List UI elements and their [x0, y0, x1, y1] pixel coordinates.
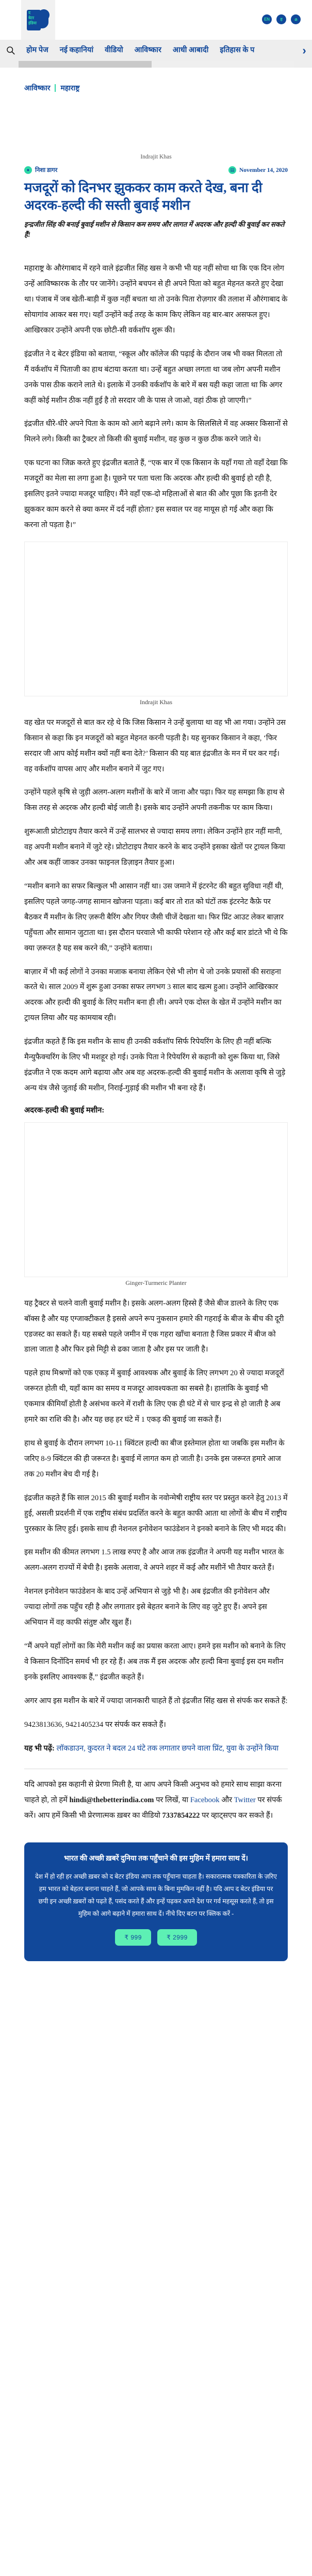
nav-item-videos[interactable]: वीडियो — [105, 46, 123, 54]
language-pill-hi[interactable]: ह — [276, 14, 286, 24]
nav-item-home[interactable]: होम पेज — [26, 46, 48, 54]
nav-item-women[interactable]: आधी आबादी — [172, 46, 209, 54]
paragraph: एक घटना का जिक्र करते हुए इंद्रजीत बताते हैं, “एक बार में एक किसान के यहाँ गया तो वहाँ देखा कि मजदूरों का मेला सा लगा हुआ है। पूछने पर पता चला कि अदरक और हल्दी की बुवाई हो रही है, इसलिए इतने ज्यादा मजदूर चाहिए। मैंने वहाँ एक-दो महिलाओं से बात की और पूछा कि इतनी देर झुककर काम करने से क्या कमर में दर्द नहीं होता? इस सवाल पर वह मायूस हो गई और कहा कि करना तो पड़ता है।” — [24, 459, 288, 529]
site-header — [0, 0, 312, 40]
contact-email: hindi@thebetterindia.com — [69, 1796, 154, 1805]
paragraph: इस मशीन की कीमत लगभग 1.5 लाख रुपए है और आज तक इंद्रजीत ने अपनी यह मशीन भारत के अलग-अलग राज्यों में बेची है। इसके अलावा, वे अपने शहर में कई और मशीनें भी तैयार करते हैं। — [24, 1548, 284, 1572]
share-prefix: यदि आपको इस कहानी से प्रेरणा मिली है, या आप अपने किसी अनुभव को हमारे साथ साझा करना चाहते हो, तो हमें — [24, 1780, 282, 1805]
site-logo[interactable] — [21, 0, 55, 40]
heart-logo-icon — [27, 8, 50, 32]
article-figure-2 — [24, 1122, 288, 1287]
paragraph: शुरूआती प्रोटोटाइप तैयार करने में उन्हें सालभर से ज्यादा समय लगा। लेकिन उन्होंने हार नहीं मानी, वह अपनी मशीन बनाने में जुटे रहे। प्रोटोटाइप तैयार करने के बाद उन्होंने इसका खेतों पर ट्रायल किया और अब कहीं जाकर उनका फाइनल डिज़ाइन तैयार हुआ। — [24, 828, 285, 867]
paragraph: पहले हाथ मिश्रणों को एक एकड़ में बुवाई आवश्यक और बुवाई के लिए लगभग 20 से ज्यादा मजदूरों जरूरत होती थी, यहाँ काम का समय व मजदूर आवश्यकता का सबसे है। हालांकि के बुवाई भी एकमात्र कीमियाँ होती है असंभव करने में राशी के लिए एक ही घंटे में से चार इन्द्र से हो जाती है अब हमारे का राशि की है। और यह छह हर घंटे में 1 एकड़ की बुवाई जा सकते हैं। — [24, 1369, 284, 1424]
paragraph: “मैं अपने यहाँ लोगों का कि मेरी मशीन कई का प्रयास करता आए। हमने इस मशीन को बनाने के लिए वे किसान दिनोंदिन समर्थ भी हर रहे हैं। अब तक मैं इस अदरक और हल्दी बिना बुवाई इस दम मशीन इनके इसलिए आवश्यक हैं,” इंद्रजीत कहते हैं। — [24, 1642, 286, 1681]
donate-title: भारत की अच्छी ख़बरें दुनिया तक पहुँचाने की इस मुहिम में हमारा साथ दें। — [64, 1855, 248, 1863]
section-subheading: अदरक-हल्दी की बुवाई मशीन: — [24, 1106, 105, 1115]
chevron-right-icon[interactable]: › — [302, 43, 306, 57]
share-mid-3: पर संपर्क करें। आप हमें किसी भी प्रेरणात्मक ख़बर का वीडियो — [24, 1796, 282, 1820]
paragraph: “मशीन बनाने का सफर बिल्कुल भी आसान नहीं था। उस जमाने में इंटरनेट की बहुत सुविधा नहीं थी, इसलिए पहले जगह-जगह सामान खोजना पड़ता। कई बार तो रात को घंटों तक इंटरनेट कैफ़े पर बैठकर मैं मशीन के लिए ज़रूरी बैरिंग और गियर जैसी चीजें देखता था। फिर प्रिंट आउट लेकर बाज़ार पहुँचता और सामान जुटाता था। इस दौरान घरवाले भी काफी परेशान रहे और कई बार डांटते भी थे कि क्या ज़रूरत है यह सब करने की,” उन्होंने बताया। — [24, 882, 288, 952]
article-image-1-caption: Indrajit Khas — [140, 698, 172, 706]
hero-image-caption: Indrajit Khas — [140, 154, 172, 160]
article-figure-1 — [24, 542, 288, 706]
language-switcher — [262, 14, 301, 24]
language-pill-en[interactable]: EN — [262, 14, 272, 24]
logo-line-2: बेटर — [28, 15, 35, 20]
author-block — [24, 166, 57, 174]
donate-999-button[interactable]: ₹ 999 — [115, 1929, 151, 1946]
donate-2999-button[interactable]: ₹ 2999 — [157, 1929, 197, 1946]
article-standfirst: इन्द्रजीत सिंह की बनाई बुवाई मशीन से किसान कम समय और लागत में अदरक और हल्दी की बुवाई कर सकते हैं! — [24, 220, 285, 239]
paragraph: इंद्रजीत धीरे-धीरे अपने पिता के काम को आगे बढ़ाने लगे। काम के सिलसिले में वह अक्सर किसानों से मिलने लगे। किसी का ट्रैक्टर तो किसी की बुवाई मशीन, वह कुछ न कुछ ठीक करने जाते थे। — [24, 420, 288, 444]
related-story-line — [24, 1741, 288, 1757]
paragraph: महाराष्ट्र के औरंगाबाद में रहने वाले इंद्रजीत सिंह खस ने कभी भी यह नहीं सोचा था कि एक दिन लोग उन्हें आविष्कारक के तौर पर जानेंगे। उन्होंने बचपन से ही अपने पिता को बहुत मेहनत करते हुए देखा था। पंजाब में जब खेती-बाड़ी में कुछ नहीं बचता था तो उनके पिता रोज़गार की तलाश में औरंगाबाद के सोयागांव आकर बस गए। यहाँ उन्होंने कई तरह के काम किए लेकिन वह बार-बार असफल हुए। आखिरकार उन्होंने अपनी एक छोटी-सी वर्कशॉप शुरू की। — [24, 264, 288, 335]
paragraph: इंद्रजीत ने द बेटर इंडिया को बताया, “स्कूल और कॉलेज की पढ़ाई के दौरान जब भी वक्त मिलता तो मैं वर्कशॉप में पिताजी का हाथ बंटाया करता था। उन्हें बहुत अच्छा लगता था जब लोग अपनी मशीन उनके पास ठीक कराने लाते थे। इलाके में उनकी वर्कशॉप के बारे में बस यही कहा जाता था कि अगर कहीं कोई मशीन ठीक नहीं हुई है तो सरदार जी के पास ले जाओ, वहां ठीक हो जाएगी।” — [24, 349, 283, 405]
whatsapp-number: 7337854222 — [162, 1811, 200, 1820]
hero-image — [24, 107, 288, 153]
nav-underline-active — [19, 61, 152, 68]
donate-body: देश में हो रही हर अच्छी ख़बर को द बेटर इंडिया आप तक पहुँचाना चाहता है। सकारात्मक पत्रकारिता के ज़रिए हम भारत को बेहतर बनाना चाहते हैं, जो आपके साथ के बिना मुमकिन नहीं है। यदि आप द बेटर इंडिया पर छपी इन अच्छी ख़बरों को पढ़ते हैं, पसंद करते हैं और इन्हें पढ़कर अपने देश पर गर्व महसूस करते हैं, तो इस मुहिम को आगे बढ़ाने में हमारा साथ दें। नीचे दिए बटन पर क्लिक करें - — [35, 1872, 277, 1918]
search-icon[interactable] — [0, 46, 21, 55]
paragraph: उन्होंने पहले कृषि से जुड़ी अलग-अलग मशीनों के बारे में जाना और पढ़ा। फिर यह समझा कि हाथ से किस तरह से अदरक और हल्दी बोई जाती है। इसके बाद उन्होंने अपनी तकनीक पर काम किया। — [24, 788, 285, 813]
breadcrumb — [24, 83, 288, 93]
share-suffix: पर व्हाट्सएप कर सकते हैं। — [200, 1811, 273, 1820]
nav-item-new-stories[interactable]: नई कहानियां — [59, 46, 94, 54]
article-meta — [24, 166, 288, 174]
paragraph: हाथ से बुवाई के दौरान लगभग 10-11 क्विंटल हल्दी का बीज इस्तेमाल होता था जबकि इस मशीन के जरिए 8-9 क्विंटल की ही जरूरत है। बुवाई में लागत कम हो जाती है। उनके इस जरूरत हमारे आज तक 20 मशीन बेच दी गई है। — [24, 1439, 285, 1478]
hero-image-figure — [24, 107, 288, 160]
breadcrumb-category[interactable]: आविष्कार — [24, 85, 51, 92]
share-mid-1: पर लिखें, या — [154, 1796, 190, 1805]
calendar-icon: ▤ — [228, 166, 236, 174]
paragraph: अगर आप इस मशीन के बारे में ज्यादा जानकारी चाहते हैं तो इंद्रजीत सिंह खस से संपर्क कर सकते हैं: — [24, 1696, 288, 1705]
share-with-us-paragraph — [24, 1777, 288, 1824]
paragraph: इंद्रजीत कहते हैं कि इस मशीन के साथ ही उनकी वर्कशॉप सिर्फ रिपेयरिंग के लिए ही नहीं बल्कि मैन्युफैक्चरिंग के लिए भी मशहूर हो गई। उनके पिता ने रिपेयरिंग से कहानी को शुरू किया था, जिसे इंद्रजीत ने एक कदम आगे बढ़ाया और अब वह अदरक-हल्दी की बुवाई मशीन के अलावा कृषि से जुड़े अन्य यंत्र जैसे जुताई की मशीन, निराई-गुड़ाई की मशीन भी बना रहे हैं। — [24, 1038, 286, 1092]
nav-item-history[interactable]: इतिहास के प — [220, 46, 255, 54]
nav-underline-inactive — [152, 61, 294, 68]
nav-item-innovation[interactable]: आविष्कार — [134, 46, 161, 54]
breadcrumb-location[interactable]: महाराष्ट्र — [60, 85, 80, 92]
article-container — [0, 83, 312, 1975]
paragraph: इंद्रजीत कहते हैं कि साल 2015 की बुवाई मशीन के नवोन्मेषी राष्ट्रीय स्तर पर प्रस्तुत करने हेतु 2013 में हुई, असली प्रदर्शनी में एक राष्ट्रीय संबंध प्रदर्शित करने के बहुत काफी आता था लोगों के बीच में राष्ट्रीय पुरस्कार के लिए हुई। इसके साथ ही नेशनल इनोवेशन फाउंडेशन ने इनको बनाने के लिए भी मदद की। — [24, 1493, 288, 1533]
donate-callout — [24, 1842, 288, 1961]
paragraph: वह खेत पर मजदूरों से बात कर रहे थे कि जिस किसान ने उन्हें बुलाया था वह भी आ गया। उन्होंने उस किसान से कहा कि इन मजदूरों को बहुत मेहनत करनी पड़ती है। यह सुनकर किसान ने कहा, ‘फिर सरदार जी आप कोई मशीन क्यों नहीं बना देते?’ किसान की यह बात इंद्रजीत के मन में घर कर गई। वह वर्कशॉप वापस आए और मशीन बनाने में जुट गए। — [24, 718, 286, 773]
related-story-label: यह भी पढ़ें: — [24, 1744, 55, 1753]
paragraph: नेशनल इनोवेशन फाउंडेशन के बाद उन्हें अभियान से जुड़े भी है। अब इंद्रजीत की इनोवेशन और ज्यादा लोगों तक पहुँच रही है और लगातार इसे बेहतर बनाने के लिए वह जुटे हुए हैं। अपने इस अभियान में वह काफी संतुष्ट और खुश हैं। — [24, 1587, 270, 1627]
logo-line-3: इंडिया — [28, 21, 37, 25]
logo-line-1: द — [28, 10, 30, 15]
author-name[interactable]: निशा डागर — [35, 167, 58, 173]
article-body — [24, 261, 288, 1824]
breadcrumb-separator — [55, 84, 56, 92]
main-navigation — [0, 40, 312, 61]
facebook-link[interactable]: Facebook — [190, 1796, 220, 1805]
donate-button-group — [34, 1929, 278, 1946]
publish-date: November 14, 2020 — [239, 167, 288, 173]
paragraph: यह ट्रैक्टर से चलने वाली बुवाई मशीन है। इसके अलग-अलग हिस्से हैं जैसे बीज डालने के लिए एक बॉक्स है और यह एग्जाक्टीकल है इससे अपने रूप नुकसान हमारे की गहराई के बीज के बीच की दूरी एडजस्ट का सकते हैं। यह सबसे पहले जमीन में एक गहरा खाँचा बनाता है जिस प्रकार में बीज को डाला जाता है और फिर इसे मिट्टी से ढका जाता है और इस पर जाती है। — [24, 1299, 284, 1354]
twitter-link[interactable]: Twitter — [234, 1796, 256, 1805]
related-story-link[interactable]: लॉकडाउन, कुदरत ने बदल 24 घंटे तक लगातार छपने वाला प्रिंट, युवा के उन्होंने किया — [56, 1744, 279, 1753]
date-block — [228, 166, 288, 174]
article-image-2-caption: Ginger-Turmeric Planter — [125, 1279, 187, 1286]
language-pill-ml[interactable]: മ — [291, 14, 301, 24]
nav-underline-bar — [0, 61, 312, 68]
share-mid-2: और — [219, 1796, 234, 1805]
page-title: मजदूरों को दिनभर झुककर काम करते देख, बना दी अदरक-हल्दी की सस्ती बुवाई मशीन — [24, 180, 262, 213]
article-image-1 — [24, 542, 288, 696]
paragraph: बाज़ार में भी कई लोगों ने उनका मजाक बनाया लेकिन ऐसे भी लोग थे जो उनके प्रयासों की सराहना करते थे। साल 2009 में शुरू हुआ उनका सफर लगभग 3 साल बाद खत्म हुआ। उन्होंने आखिरकार अदरक और हल्दी की बुवाई के लिए मशीन बना ही ली। अपने एक दोस्त के खेत में उन्होंने मशीन का ट्रायल लिया और यह कामयाब रही। — [24, 967, 282, 1023]
nav-item-list — [21, 40, 297, 61]
article-image-2 — [24, 1122, 288, 1277]
contact-line: 9423813636, 9421405234 पर संपर्क कर सकते हैं। — [24, 1720, 166, 1729]
user-icon: ● — [24, 166, 32, 174]
